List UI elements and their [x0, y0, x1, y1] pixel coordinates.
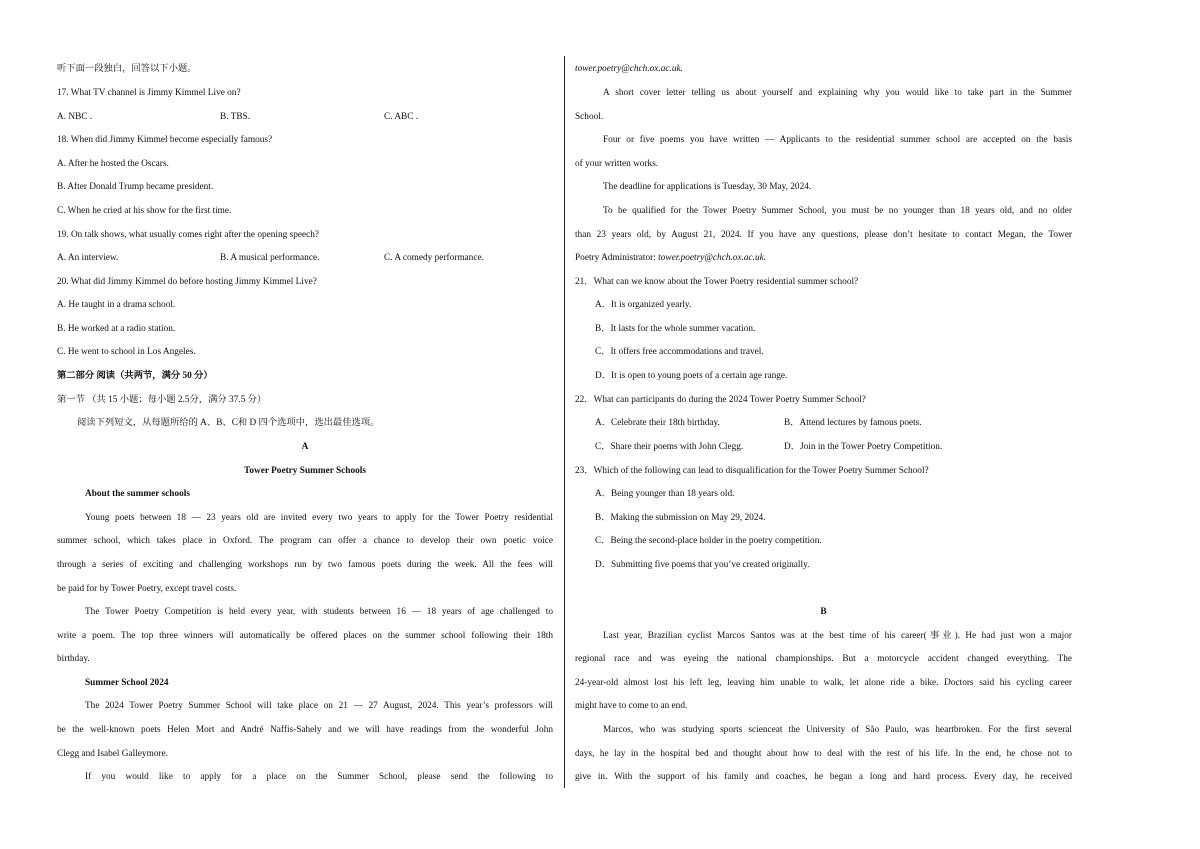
deadline-line: The deadline for applications is Tuesday, 30 May, 2024.	[603, 182, 812, 192]
paragraph-line: A short cover letter telling us about yourself and explaining why you would like to take part in the Summer	[603, 88, 1072, 98]
part-two-heading: 第二部分 阅读（共两节，满分 50 分）	[57, 371, 213, 381]
q23-option-c[interactable]: C．Being the second-place holder in the poetry competition.	[595, 536, 822, 546]
email-link[interactable]: tower.poetry@chch.ox.ac.uk.	[575, 64, 683, 74]
passage-a-title: Tower Poetry Summer Schools	[244, 466, 366, 476]
paragraph-line: might have to come to an end.	[575, 701, 688, 711]
q18-option-a[interactable]: A. After he hosted the Oscars.	[57, 159, 169, 169]
paragraph-line: Four or five poems you have written — Applicants to the residential summer school are accepted on the basis	[603, 135, 1072, 145]
administrator-email-link[interactable]: tower.poetry@chch.ox.ac.uk.	[658, 253, 767, 263]
q18-option-b[interactable]: B. After Donald Trump became president.	[57, 182, 214, 192]
question-17-stem: 17. What TV channel is Jimmy Kimmel Live on?	[57, 88, 241, 98]
paragraph-line: The 2024 Tower Poetry Summer School will take place on 21 — 27 August, 2024. This year’s professors will	[85, 701, 553, 711]
q22-option-c[interactable]: C．Share their poems with John Clegg.	[595, 442, 744, 452]
administrator-label: Poetry Administrator:	[575, 253, 659, 263]
q22-option-a[interactable]: A．Celebrate their 18th birthday.	[595, 418, 720, 428]
q23-option-d[interactable]: D．Submitting five poems that you’ve created originally.	[595, 560, 810, 570]
question-21-stem: 21．What can we know about the Tower Poetry residential summer school?	[575, 277, 859, 287]
q21-option-b[interactable]: B．It lasts for the whole summer vacation.	[595, 324, 756, 334]
q18-option-c[interactable]: C. When he cried at his show for the first time.	[57, 206, 232, 216]
q20-option-a[interactable]: A. He taught in a drama school.	[57, 300, 176, 310]
q17-option-c[interactable]: C. ABC .	[384, 112, 419, 122]
paragraph-line: Last year, Brazilian cyclist Marcos Santos was at the best time of his career(事业). He had just won a major	[603, 631, 1072, 641]
paragraph-line: 24-year-old almost lost his left leg, leaving him unable to walk, let alone ride a bike. Doctors said his cycling career	[575, 678, 1072, 688]
question-22-stem: 22．What can participants do during the 2024 Tower Poetry Summer School?	[575, 395, 866, 405]
listening-intro: 听下面一段独白，回答以下小题。	[57, 64, 197, 74]
passage-a-label: A	[301, 442, 309, 452]
q19-option-c[interactable]: C. A comedy performance.	[384, 253, 484, 263]
paragraph-line: To be qualified for the Tower Poetry Summer School, you must be no younger than 18 years old, and no older	[603, 206, 1072, 216]
paragraph-line: birthday.	[57, 654, 90, 664]
paragraph-line: School.	[575, 112, 604, 122]
q19-option-b[interactable]: B. A musical performance.	[220, 253, 320, 263]
paragraph-line: The Tower Poetry Competition is held every year, with students between 16 — 18 years of age challenged to	[85, 607, 553, 617]
paragraph-line: days, he lay in the hospital bed and thought about how to deal with the rest of his life. In the end, he chose not to	[575, 749, 1072, 759]
question-19-options	[57, 250, 553, 266]
q21-option-d[interactable]: D．It is open to young poets of a certain age range.	[595, 371, 788, 381]
paragraph-line: Clegg and Isabel Galleymore.	[57, 749, 169, 759]
question-20-stem: 20. What did Jimmy Kimmel do before hosting Jimmy Kimmel Live?	[57, 277, 317, 287]
paragraph-line: Young poets between 18 — 23 years old are invited every two years to apply for the Tower Poetry residential	[85, 513, 553, 523]
question-17-options	[57, 109, 553, 125]
paragraph-line: If you would like to apply for a place on the Summer School, please send the following to	[85, 772, 553, 782]
q17-option-b[interactable]: B. TBS.	[220, 112, 251, 122]
q19-option-a[interactable]: A. An interview.	[57, 253, 119, 263]
q23-option-a[interactable]: A．Being younger than 18 years old.	[595, 489, 735, 499]
section-one-heading: 第一节 （共 15 小题；每小题 2.5分，满分 37.5 分）	[57, 395, 267, 405]
q17-option-a[interactable]: A. NBC .	[57, 112, 93, 122]
q20-option-b[interactable]: B. He worked at a radio station.	[57, 324, 176, 334]
column-divider	[564, 56, 565, 788]
question-23-stem: 23．Which of the following can lead to disqualification for the Tower Poetry Summer School?	[575, 466, 929, 476]
paragraph-line: through a series of exciting and challenging workshops run by two famous poets during the week. All the fees will	[57, 560, 553, 570]
reading-instruction: 阅读下列短文，从每题所给的 A、B、C和 D 四个选项中，选出最佳选项。	[77, 418, 380, 428]
paragraph-line: Marcos, who was studying sports scienceat the University of São Paulo, was heartbroken. For the first several	[603, 725, 1072, 735]
q22-option-d[interactable]: D．Join in the Tower Poetry Competition.	[784, 442, 943, 452]
question-18-stem: 18. When did Jimmy Kimmel become especially famous?	[57, 135, 273, 145]
q21-option-a[interactable]: A．It is organized yearly.	[595, 300, 692, 310]
q20-option-c[interactable]: C. He went to school in Los Angeles.	[57, 347, 196, 357]
question-22-options-row1	[575, 415, 1072, 431]
question-19-stem: 19. On talk shows, what usually comes right after the opening speech?	[57, 230, 320, 240]
paragraph-line: be paid for by Tower Poetry, except travel costs.	[57, 584, 237, 594]
question-22-options-row2	[575, 439, 1072, 455]
about-heading: About the summer schools	[85, 489, 190, 499]
paragraph-line: summer school, which takes place in Oxford. The program can offer a chance to develop their own poetic voice	[57, 536, 553, 546]
passage-b-label: B	[820, 607, 827, 617]
paragraph-line: give in. With the support of his family and coaches, he began a long and hard process. Every day, he received	[575, 772, 1072, 782]
administrator-line	[575, 250, 766, 266]
paragraph-line: regional race and was eyeing the national championships. But a motorcycle accident changed everything. The	[575, 654, 1072, 664]
q22-option-b[interactable]: B．Attend lectures by famous poets.	[784, 418, 922, 428]
paragraph-line: be the well-known poets Helen Mort and André Naffis-Sahely and we will have readings from the wonderful John	[57, 725, 553, 735]
summer-school-heading: Summer School 2024	[85, 678, 169, 688]
paragraph-line: of your written works.	[575, 159, 659, 169]
paragraph-line: than 23 years old, by August 21, 2024. If you have any questions, please don’t hesitate to contact Megan, the Tower	[575, 230, 1072, 240]
q23-option-b[interactable]: B．Making the submission on May 29, 2024.	[595, 513, 766, 523]
paragraph-line: write a poem. The top three winners will automatically be offered places on the summer school following their 18th	[57, 631, 553, 641]
q21-option-c[interactable]: C．It offers free accommodations and travel.	[595, 347, 764, 357]
